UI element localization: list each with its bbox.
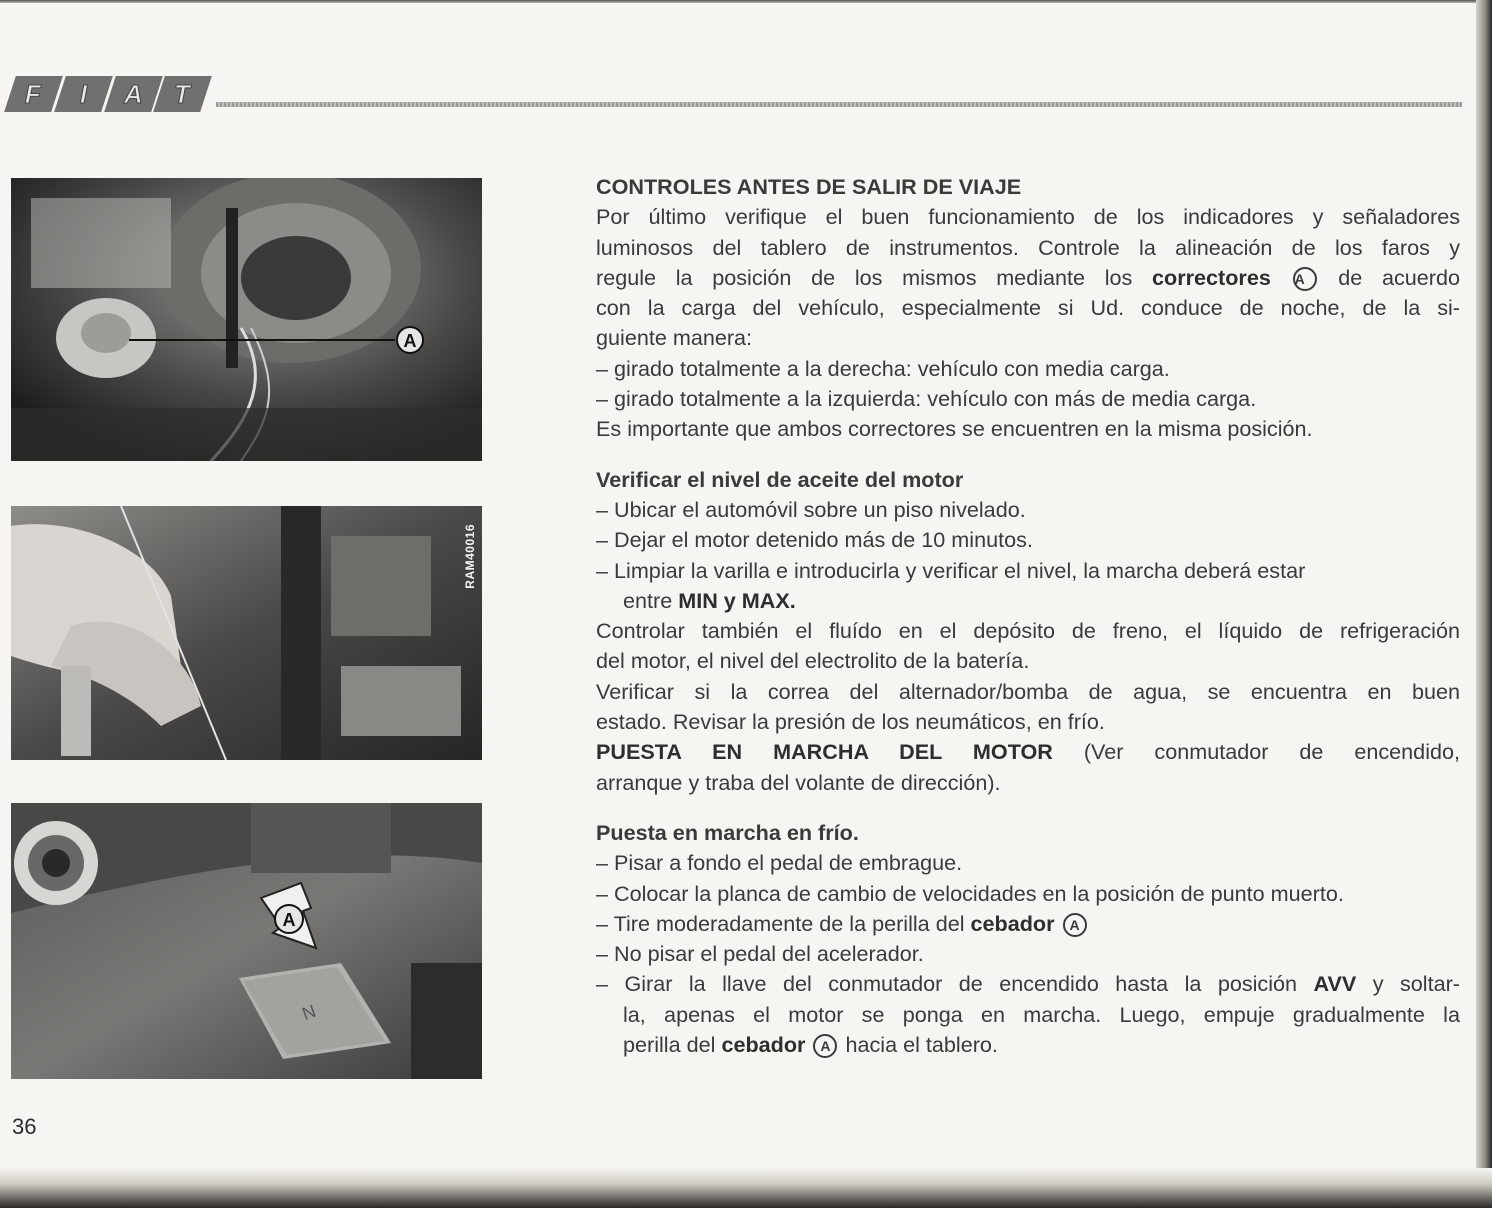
- bold-term: cebador: [970, 910, 1055, 936]
- list-item: – No pisar el pedal del acelerador.: [596, 941, 924, 967]
- photo-choke-knob: [11, 803, 482, 1079]
- section-heading: Puesta en marcha en frío.: [596, 819, 859, 845]
- logo-letter: I: [54, 76, 112, 112]
- page-number: 36: [12, 1114, 37, 1139]
- page-edge-shadow: [0, 1168, 1492, 1208]
- list-item-continuation: la, apenas el motor se ponga en marcha. Luego, empuje gradualmente la: [623, 1001, 1460, 1027]
- list-item: – girado totalmente a la derecha: vehículo con media carga.: [596, 355, 1170, 381]
- section-heading: Verificar el nivel de aceite del motor: [596, 466, 964, 492]
- list-item-continuation: perilla del cebador A hacia el tablero.: [623, 1032, 998, 1058]
- photo-headlight-corrector: [11, 178, 482, 461]
- list-item-continuation: entre MIN y MAX.: [623, 587, 796, 613]
- paragraph-line: guiente manera:: [596, 325, 753, 351]
- list-item: – Ubicar el automóvil sobre un piso nivelado.: [596, 496, 1026, 522]
- paragraph-line: Por último verifique el buen funcionamiento de los indicadores y señaladores: [596, 204, 1460, 230]
- logo-letter: F: [4, 76, 62, 112]
- svg-text:N: N: [299, 1000, 319, 1024]
- logo-letter: A: [104, 76, 162, 112]
- page-top-edge: [0, 0, 1480, 3]
- fiat-logo: [10, 76, 206, 112]
- bold-term: AVV: [1313, 971, 1357, 997]
- photo-label: A: [403, 331, 417, 351]
- paragraph-line: PUESTA EN MARCHA DEL MOTOR (Ver conmutador de encendido,: [596, 739, 1461, 765]
- list-item: – Girar la llave del conmutador de encendido hasta la posición AVV y soltar-: [596, 971, 1460, 997]
- circled-letter: A: [813, 1034, 837, 1058]
- paragraph-line: del motor, el nivel del electrolito de la batería.: [596, 648, 1030, 674]
- photo-oil-dipstick: [11, 506, 482, 760]
- paragraph-line: Controlar también el fluído en el depósito de freno, el líquido de refrigeración: [596, 618, 1460, 644]
- bold-term: cebador: [721, 1032, 806, 1058]
- paragraph-line: con la carga del vehículo, especialmente si Ud. conduce de noche, de la si-: [596, 295, 1460, 321]
- section-heading: CONTROLES ANTES DE SALIR DE VIAJE: [596, 174, 1022, 199]
- list-item: – Pisar a fondo el pedal de embrague.: [596, 850, 963, 876]
- logo-letter: T: [153, 76, 211, 112]
- paragraph-line: estado. Revisar la presión de los neumáticos, en frío.: [596, 709, 1105, 735]
- paragraph-line: Verificar si la correa del alternador/bomba de agua, se encuentra en buen: [596, 678, 1460, 704]
- list-item: – Colocar la planca de cambio de velocidades en la posición de punto muerto.: [596, 880, 1344, 906]
- bold-term: correctores: [1152, 264, 1271, 290]
- list-item: – girado totalmente a la izquierda: vehículo con más de media carga.: [596, 386, 1257, 412]
- photo-code: RAM40016: [463, 523, 477, 589]
- list-item: – Dejar el motor detenido más de 10 minutos.: [596, 527, 1033, 553]
- circled-letter: A: [1063, 913, 1087, 937]
- bold-term: PUESTA EN MARCHA DEL MOTOR: [596, 739, 1053, 765]
- page-edge-shadow: [1476, 0, 1492, 1208]
- text-column: [596, 172, 1460, 1060]
- header-rule: [216, 102, 1462, 107]
- paragraph-line: Es importante que ambos correctores se encuentren en la misma posición.: [596, 416, 1313, 442]
- photo-label: A: [282, 910, 296, 930]
- list-item: – Limpiar la varilla e introducirla y verificar el nivel, la marcha deberá estar: [596, 557, 1306, 583]
- paragraph-line: luminosos del tablero de instrumentos. Controle la alineación de los faros y: [596, 234, 1460, 260]
- paragraph-line: arranque y traba del volante de dirección).: [596, 769, 1001, 795]
- paragraph-line: regule la posición de los mismos mediante los correctores A de acuerdo: [596, 264, 1460, 290]
- bold-term: MIN y MAX.: [678, 587, 796, 613]
- circled-letter: A: [1293, 267, 1317, 291]
- list-item: – Tire moderadamente de la perilla del cebador A: [596, 909, 1460, 939]
